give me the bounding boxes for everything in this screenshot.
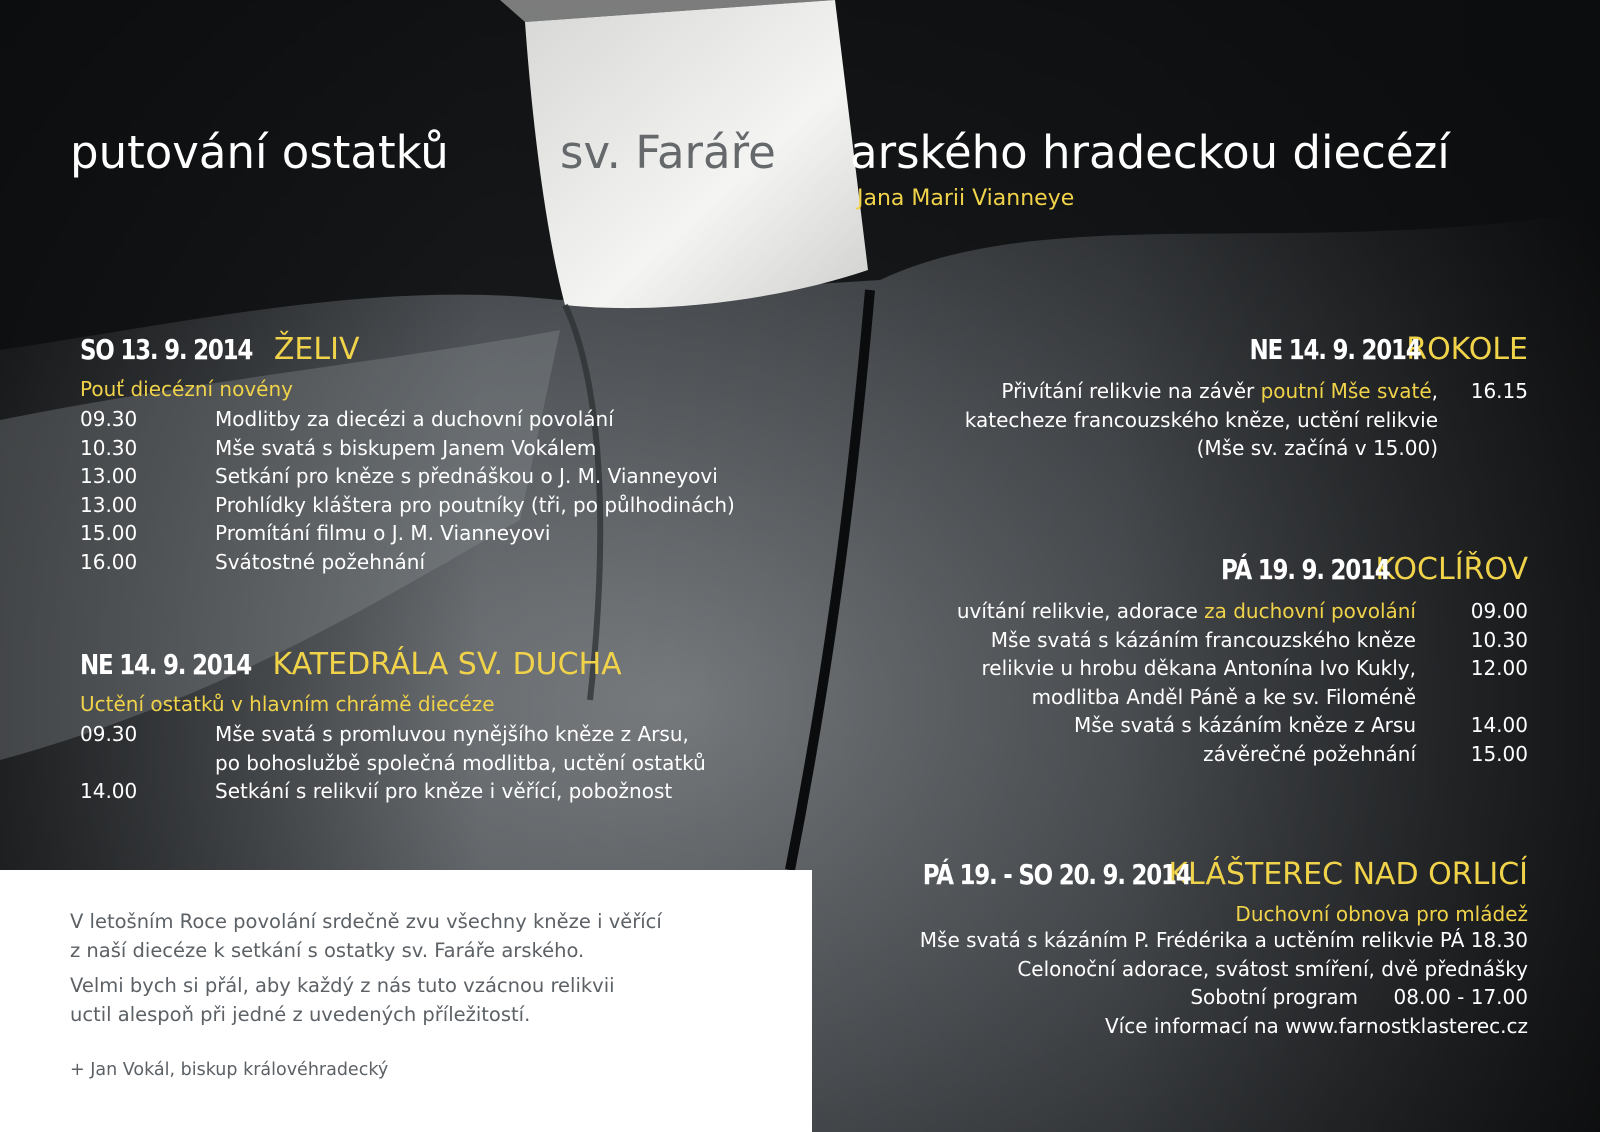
- website-info: Více informací na www.farnostklasterec.cz: [1104, 1013, 1528, 1038]
- event-place: KOCLÍŘOV: [1375, 552, 1528, 587]
- event-date: PÁ 19. 9. 2014: [1220, 553, 1390, 586]
- schedule-row: 16.00 Svátostné požehnání: [80, 549, 426, 574]
- title-putovani: putování ostatků: [70, 126, 449, 179]
- event-subtitle: Pouť diecézní novény: [80, 377, 293, 401]
- schedule-row: 09.30 Modlitby za diecézi a duchovní povolání: [80, 407, 614, 431]
- schedule-row: relikvie u hrobu děkana Antonína Ivo Kukly, 12.00: [981, 656, 1528, 680]
- schedule-row: modlitba Anděl Páně a ke sv. Filoméně: [1031, 684, 1416, 709]
- schedule-row: (Mše sv. začíná v 15.00): [1196, 436, 1438, 460]
- letter-line: V letošním Roce povolání srdečně zvu všechny kněze i věřící: [70, 910, 662, 933]
- schedule-row: 10.30 Mše svatá s biskupem Janem Vokálem: [80, 435, 597, 460]
- schedule-row: 14.00 Setkání s relikvií pro kněze i věřící, pobožnost: [80, 779, 673, 803]
- letter-line: Velmi bych si přál, aby každý z nás tuto vzácnou relikvii: [70, 974, 615, 997]
- event-place: KLÁŠTEREC NAD ORLICÍ: [1168, 857, 1528, 892]
- event-subtitle: Duchovní obnova pro mládež: [1235, 902, 1528, 926]
- schedule-row: 15.00 Promítání filmu o J. M. Vianneyovi: [80, 521, 551, 545]
- letter-line: z naší diecéze k setkání s ostatky sv. Faráře arského.: [70, 939, 585, 962]
- schedule-row: 09.30 Mše svatá s promluvou nynějšího kněze z Arsu,: [80, 722, 689, 746]
- schedule-row: Mše svatá s kázáním kněze z Arsu 14.00: [1074, 713, 1528, 737]
- schedule-row: závěrečné požehnání 15.00: [1203, 741, 1528, 766]
- title-sv-farare: sv. Faráře: [560, 126, 776, 179]
- schedule-row: katecheze francouzského kněze, uctění relikvie: [964, 407, 1438, 432]
- event-date: PÁ 19. - SO 20. 9. 2014: [922, 858, 1191, 891]
- event-place: ROKOLE: [1406, 332, 1528, 367]
- schedule-row: po bohoslužbě společná modlitba, uctění ostatků: [215, 750, 706, 775]
- event-katedrala-heading: [80, 647, 706, 682]
- event-date: SO 13. 9. 2014: [80, 333, 253, 366]
- schedule-row: Celonoční adorace, svátost smíření, dvě přednášky: [1017, 956, 1528, 981]
- schedule-row: Mše svatá s kázáním francouzského kněze 10.30: [990, 627, 1528, 652]
- title-subtitle: Jana Marii Vianneye: [857, 186, 1075, 211]
- event-rokole-heading: [828, 332, 1528, 367]
- schedule-row: Přivítání relikvie na závěr poutní Mše svaté, 16.15: [1001, 379, 1528, 403]
- event-rokole: [828, 332, 1528, 463]
- event-subtitle: Uctění ostatků v hlavním chrámě diecéze: [80, 692, 495, 716]
- event-date: NE 14. 9. 2014: [1249, 333, 1421, 366]
- schedule-row: Mše svatá s kázáním P. Frédérika a uctěním relikvie PÁ 18.30: [919, 928, 1528, 952]
- event-kocliров: [808, 552, 1528, 768]
- event-zeliv: [80, 332, 735, 576]
- event-zeliv-heading: [80, 332, 735, 367]
- event-place: KATEDRÁLA SV. DUCHA: [272, 647, 622, 682]
- event-kocliров-heading: [808, 552, 1528, 587]
- schedule-row: Sobotní program 08.00 - 17.00: [1190, 985, 1528, 1009]
- schedule-row: uvítání relikvie, adorace za duchovní povolání 09.00: [956, 599, 1528, 623]
- event-klasterec-heading: [768, 857, 1528, 892]
- event-katedrala: [80, 647, 706, 806]
- letter-line: uctil alespoň při jedné z uvedených příležitostí.: [70, 1003, 531, 1026]
- event-klasterec: [768, 857, 1528, 1040]
- schedule-row: 13.00 Setkání pro kněze s přednáškou o J. M. Vianneyovi: [80, 464, 718, 488]
- letter-panel: [0, 870, 812, 1132]
- schedule-row: 13.00 Prohlídky kláštera pro poutníky (tři, po půlhodinách): [80, 492, 735, 517]
- letter-signature: + Jan Vokál, biskup královéhradecký: [70, 1060, 389, 1080]
- event-place: ŽELIV: [273, 332, 360, 367]
- title-arskeho: arského hradeckou diecézí: [850, 126, 1450, 179]
- event-date: NE 14. 9. 2014: [80, 648, 251, 681]
